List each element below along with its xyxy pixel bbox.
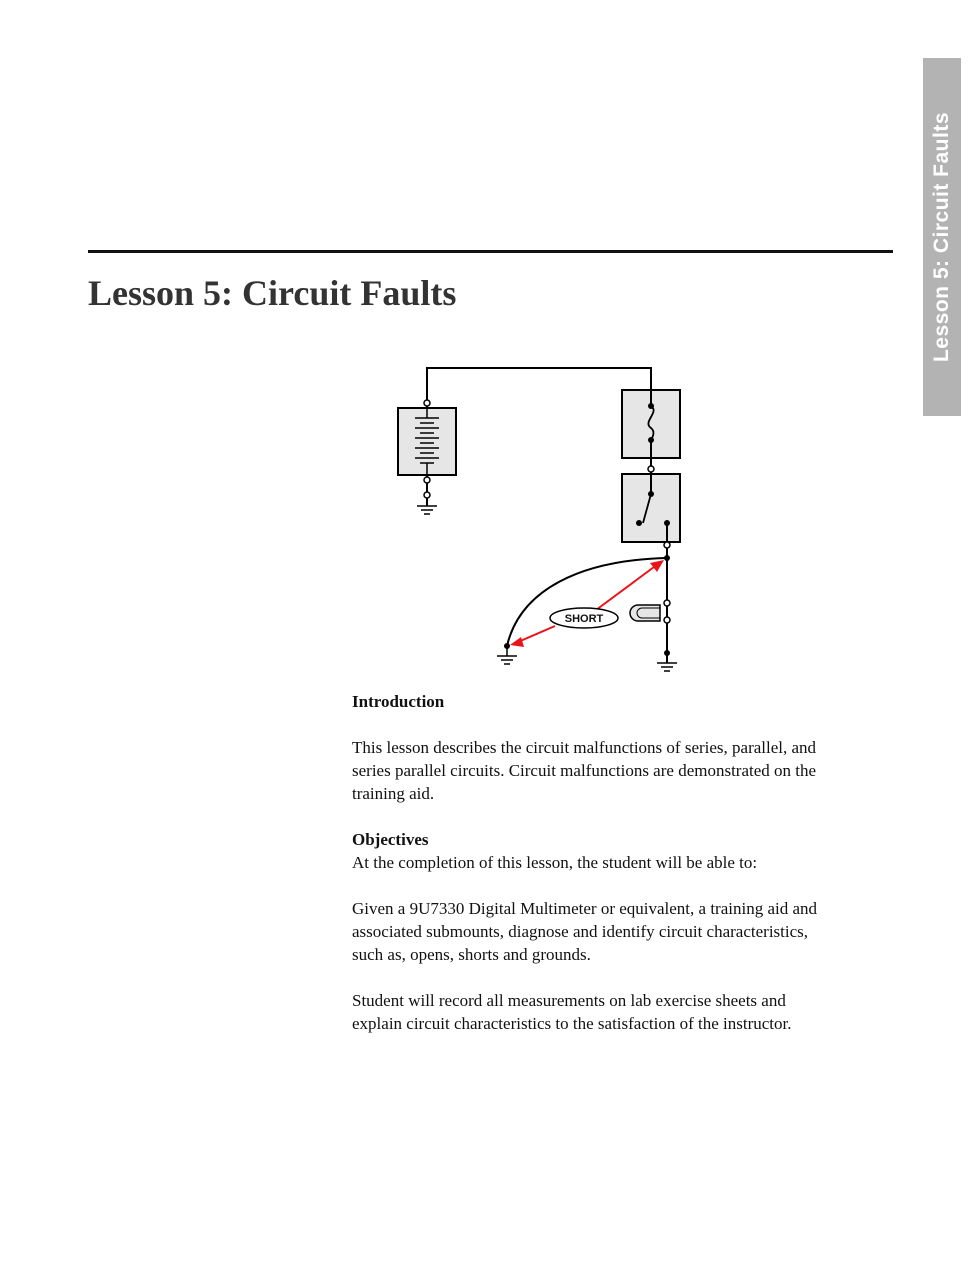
objective-1-line-1: Given a 9U7330 Digital Multimeter or equivalent, a training aid and xyxy=(352,899,818,918)
switch-terminal-bottom xyxy=(664,542,670,548)
page-title: Lesson 5: Circuit Faults xyxy=(88,273,457,313)
objectives-lead: At the completion of this lesson, the student will be able to: xyxy=(352,853,758,872)
lamp-terminal-top xyxy=(664,600,670,606)
short-arrow-up xyxy=(596,564,658,610)
introduction-line-2: series parallel circuits. Circuit malfunctions are demonstrated on the xyxy=(352,761,817,780)
lamp-terminal-bottom xyxy=(664,617,670,623)
ground-icon-right xyxy=(657,663,677,671)
lamp-icon xyxy=(630,605,660,621)
battery-terminal-top xyxy=(424,400,430,406)
circuit-diagram xyxy=(380,360,710,680)
ground-node-right xyxy=(664,650,670,656)
short-wire xyxy=(507,558,667,646)
objective-2-line-1: Student will record all measurements on lab exercise sheets and xyxy=(352,991,786,1010)
switch-contact-left xyxy=(636,520,642,526)
introduction-heading: Introduction xyxy=(352,692,445,711)
top-wire xyxy=(427,368,651,403)
battery-terminal-ground xyxy=(424,492,430,498)
side-tab xyxy=(923,58,961,416)
ground-icon-left xyxy=(497,646,517,664)
short-arrowhead-down xyxy=(510,637,524,647)
side-tab-label: Lesson 5: Circuit Faults xyxy=(930,111,953,363)
ground-icon xyxy=(417,506,437,514)
fuse-terminal-bottom xyxy=(648,466,654,472)
lesson-content xyxy=(352,690,897,1035)
short-arrowhead-up xyxy=(650,560,664,572)
battery-terminal-bottom xyxy=(424,477,430,483)
objective-1-line-2: associated submounts, diagnose and identify circuit characteristics, xyxy=(352,922,809,941)
objective-1-line-3: such as, opens, shorts and grounds. xyxy=(352,945,591,964)
introduction-line-1: This lesson describes the circuit malfunctions of series, parallel, and xyxy=(352,738,817,757)
short-arrow-down xyxy=(518,626,555,642)
short-label: SHORT xyxy=(564,613,604,625)
objective-2-line-2: explain circuit characteristics to the satisfaction of the instructor. xyxy=(352,1014,792,1033)
introduction-line-3: training aid. xyxy=(352,784,435,803)
objectives-heading: Objectives xyxy=(352,830,429,849)
header-rule xyxy=(88,250,893,253)
